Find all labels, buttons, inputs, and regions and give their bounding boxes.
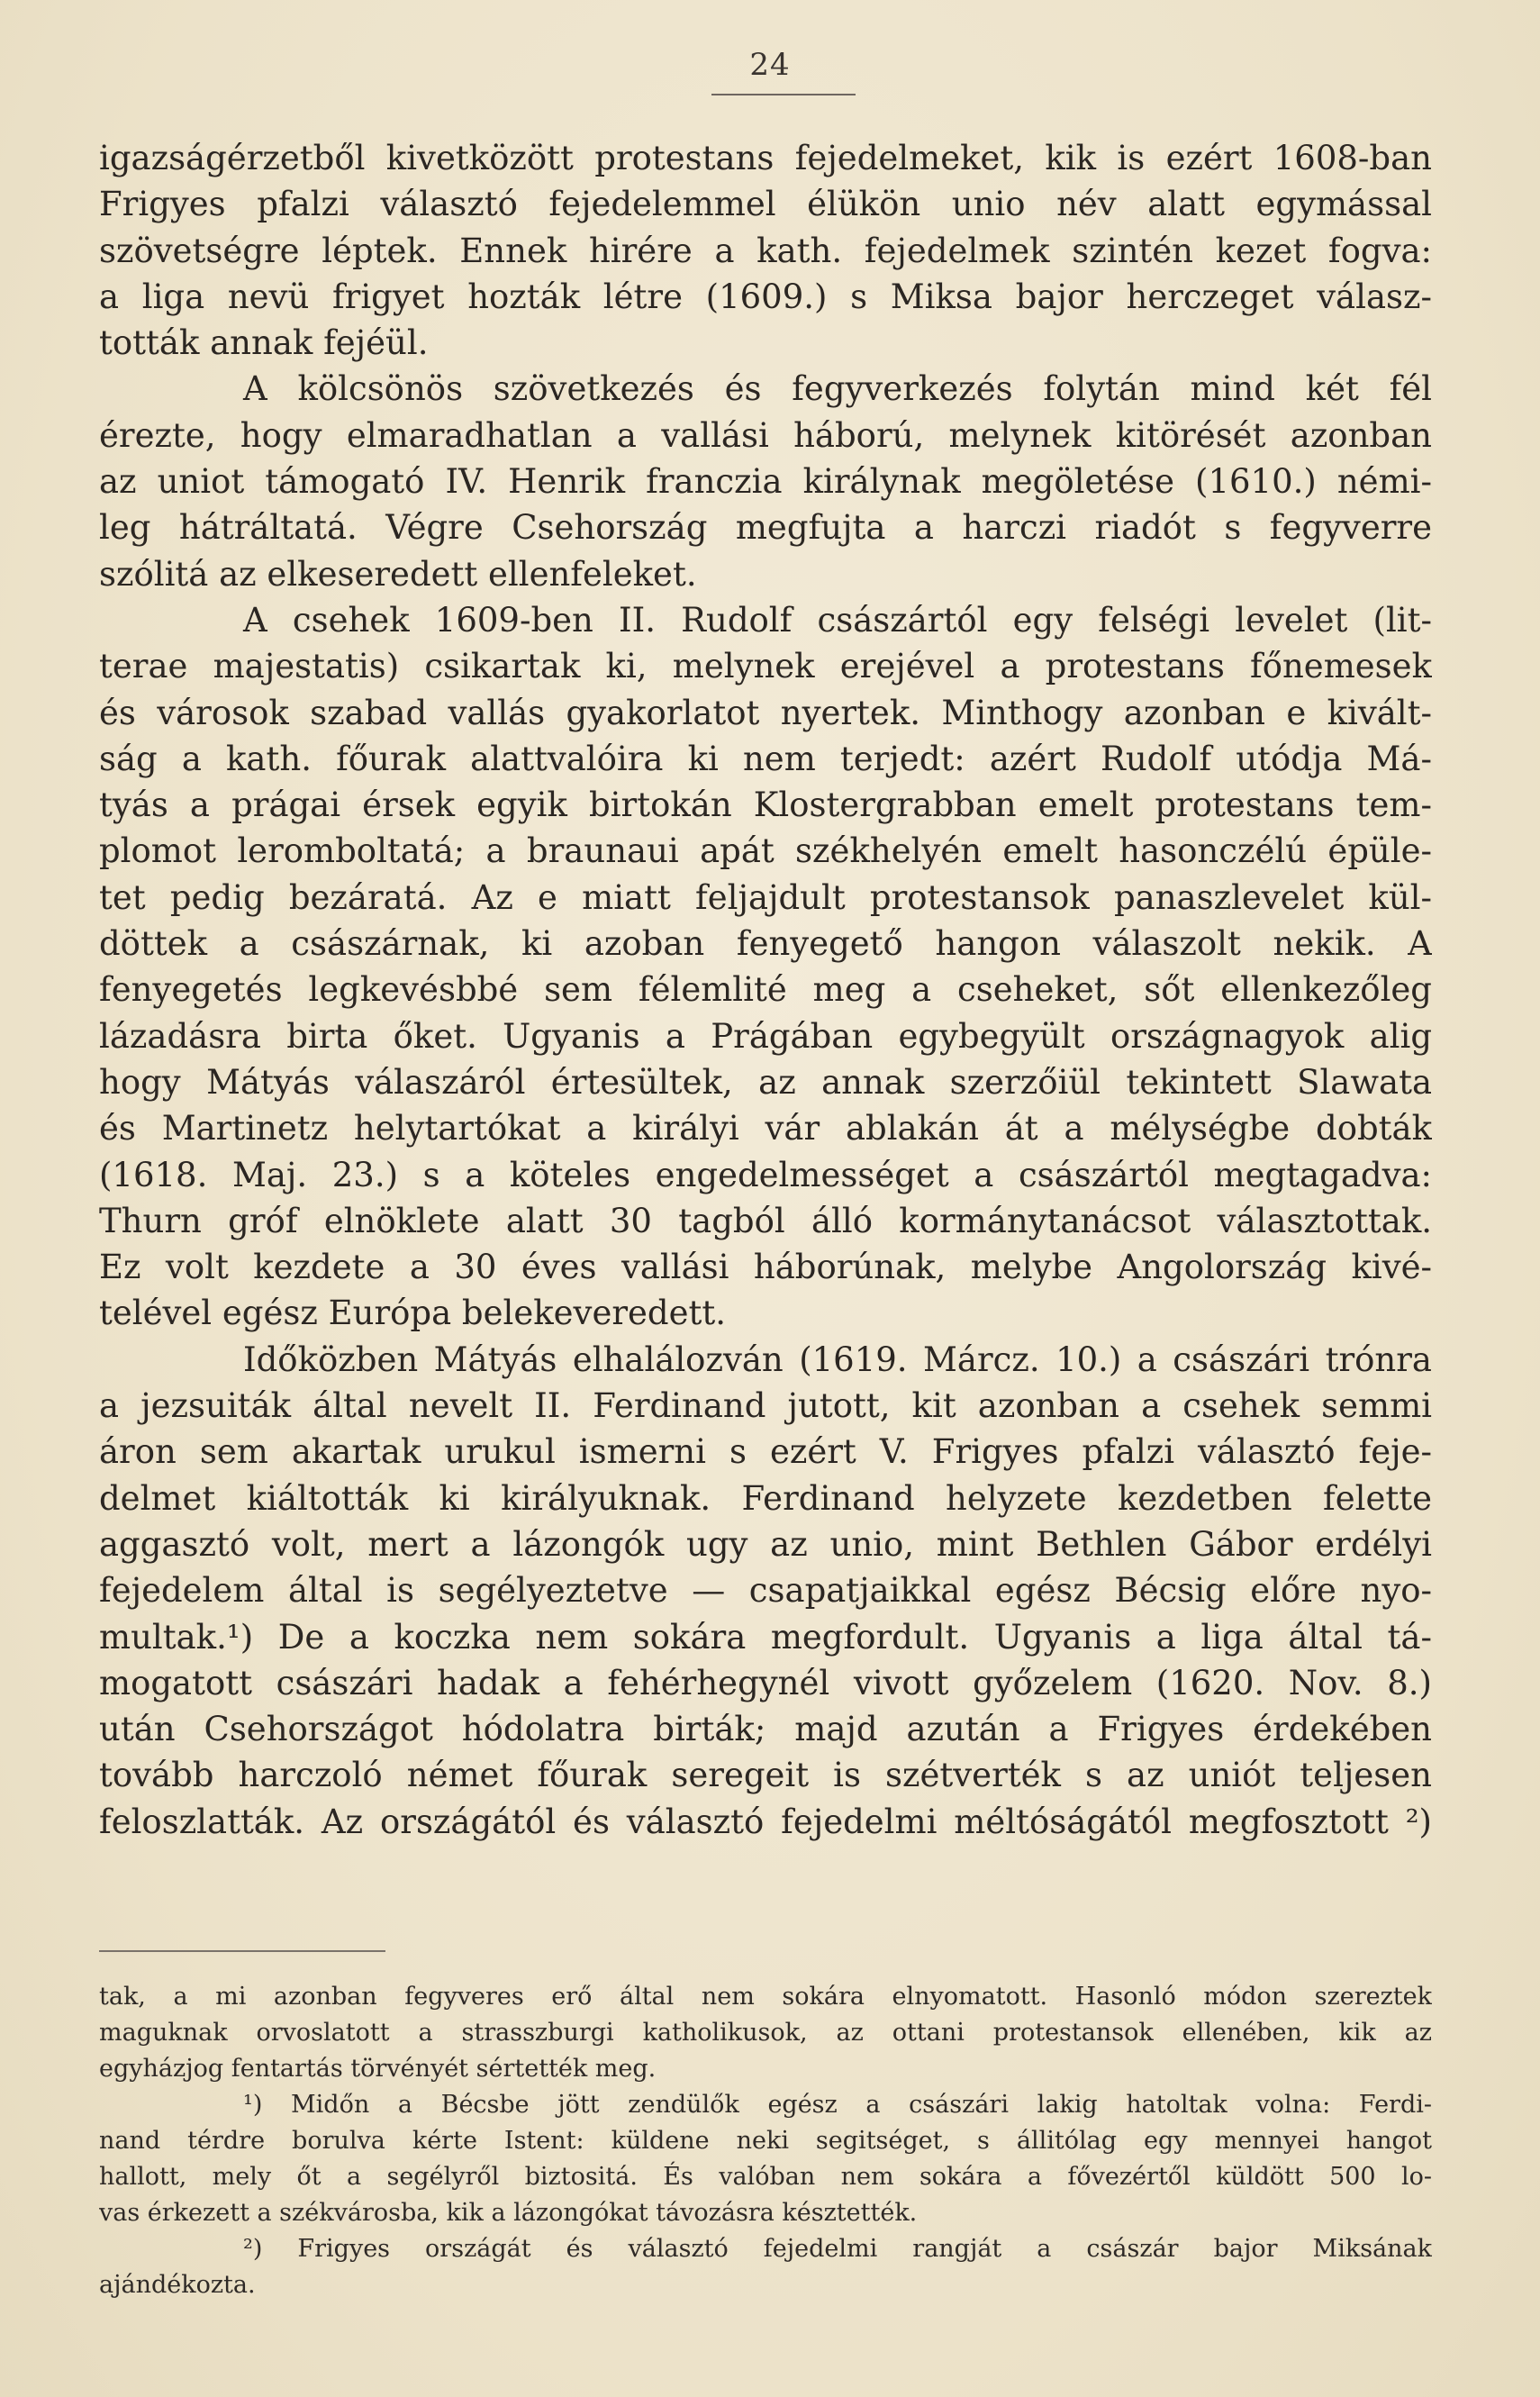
paragraph-first-line: Időközben Mátyás elhalálozván (1619. Márcz. 10.) a császári trónra [243, 1339, 1432, 1379]
text-line: (1618. Maj. 23.) s a köteles engedelmességet a császártól megtagadva: [99, 1155, 1432, 1194]
text-line: után Csehországot hódolatra birták; majd azután a Frigyes érdekében [99, 1710, 1432, 1749]
footnote-line: vas érkezett a székvárosba, kik a lázongókat távozásra késztették. [99, 2199, 918, 2227]
text-line: fejedelem által is segélyeztetve — csapatjaikkal egész Bécsig előre nyo- [99, 1571, 1432, 1611]
text-line: terae majestatis) csikartak ki, melynek erejével a protestans főnemesek [99, 647, 1432, 686]
text-line: tet pedig bezáratá. Az e miatt feljajdult protestansok panaszlevelet kül- [99, 877, 1432, 917]
text-line: plomot leromboltatá; a braunaui apát székhelyén emelt hasonczélú épüle- [99, 831, 1432, 871]
paragraph-first-line: A csehek 1609-ben II. Rudolf császártól egy felségi levelet (lit- [243, 600, 1432, 640]
text-line: és Martinetz helytartókat a királyi vár ablakán át a mélységbe dobták [99, 1109, 1432, 1149]
text-line: leg hátráltatá. Végre Csehország megfujta a harczi riadót s fegyverre [99, 508, 1432, 548]
text-line: ság a kath. főurak alattvalóira ki nem terjedt: azért Rudolf utódja Má- [99, 739, 1432, 778]
text-line: delmet kiáltották ki királyuknak. Ferdinand helyzete kezdetben felette [99, 1478, 1432, 1518]
text-line: és városok szabad vallás gyakorlatot nyertek. Minthogy azonban e kivált- [99, 693, 1432, 732]
footnote-2-first-line: ²) Frigyes országát és választó fejedelmi rangját a császár bajor Miksának [243, 2235, 1432, 2263]
text-line: Frigyes pfalzi választó fejedelemmel élükön unio név alatt egymással [99, 185, 1432, 224]
text-line: lázadásra birta őket. Ugyanis a Prágában egybegyült országnagyok alig [99, 1016, 1432, 1056]
text-line: multak.¹) De a koczka nem sokára megfordult. Ugyanis a liga által tá- [99, 1617, 1432, 1657]
footnote-rule [99, 1950, 385, 1952]
text-line: feloszlatták. Az országától és választó fejedelmi méltóságától megfosztott ²) [99, 1802, 1432, 1841]
text-line: a jezsuiták által nevelt II. Ferdinand jutott, kit azonban a csehek semmi [99, 1386, 1432, 1426]
text-line: aggasztó volt, mert a lázongók ugy az unio, mint Bethlen Gábor erdélyi [99, 1524, 1432, 1564]
footnote-line: tak, a mi azonban fegyveres erő által nem sokára elnyomatott. Hasonló módon szereztek [99, 1983, 1432, 2011]
text-line: tyás a prágai érsek egyik birtokán Klostergrabban emelt protestans tem- [99, 785, 1432, 825]
text-line: szólitá az elkeseredett ellenfeleket. [99, 554, 697, 594]
text-line: tották annak fejéül. [99, 323, 429, 363]
footnote-line: nand térdre borulva kérte Istent: küldene neki segitséget, s állitólag egy mennyei hangot [99, 2127, 1432, 2155]
text-line: érezte, hogy elmaradhatlan a vallási háború, melynek kitörését azonban [99, 415, 1432, 455]
text-line: fenyegetés legkevésbbé sem félemlité meg a cseheket, sőt ellenkezőleg [99, 970, 1432, 1010]
paragraph-first-line: A kölcsönös szövetkezés és fegyverkezés folytán mind két fél [243, 369, 1432, 409]
footnote-line: hallott, mely őt a segélyről biztositá. És valóban nem sokára a fővezértől küldött 500 lo- [99, 2163, 1432, 2191]
footnote-line: ajándékozta. [99, 2271, 256, 2299]
text-line: az uniot támogató IV. Henrik franczia királynak megöletése (1610.) némi- [99, 462, 1432, 502]
footnote-line: egyházjog fentartás törvényét sértették meg. [99, 2055, 657, 2083]
text-line: mogatott császári hadak a fehérhegynél vivott győzelem (1620. Nov. 8.) [99, 1663, 1432, 1702]
text-line: tovább harczoló német főurak seregeit is szétverték s az uniót teljesen [99, 1756, 1432, 1795]
footnote-1-first-line: ¹) Midőn a Bécsbe jött zendülők egész a császári lakig hatoltak volna: Ferdi- [243, 2091, 1432, 2119]
text-line: döttek a császárnak, ki azoban fenyegető hangon válaszolt nekik. A [99, 924, 1432, 964]
header-rule [711, 94, 856, 95]
text-line: Ez volt kezdete a 30 éves vallási háborúnak, melybe Angolország kivé- [99, 1248, 1432, 1287]
page-number: 24 [749, 47, 791, 83]
main-text-body [99, 135, 1432, 1845]
text-line: hogy Mátyás válaszáról értesültek, az annak szerzőiül tekintett Slawata [99, 1062, 1432, 1102]
text-line: igazságérzetből kivetközött protestans fejedelmeket, kik is ezért 1608-ban [99, 139, 1432, 177]
text-line: szövetségre léptek. Ennek hirére a kath. fejedelmek szintén kezet fogva: [99, 231, 1432, 270]
text-line: telével egész Európa belekeveredett. [99, 1294, 727, 1333]
text-line: a liga nevü frigyet hozták létre (1609.) s Miksa bajor herczeget válasz- [99, 277, 1432, 316]
footnote-line: maguknak orvoslatott a strasszburgi katholikusok, az ottani protestansok ellenében, kik az [99, 2019, 1432, 2047]
text-line: Thurn gróf elnöklete alatt 30 tagból álló kormánytanácsot választottak. [99, 1201, 1432, 1240]
footnotes [99, 1979, 1432, 2303]
text-line: áron sem akartak urukul ismerni s ezért V. Frigyes pfalzi választó feje- [99, 1432, 1432, 1472]
